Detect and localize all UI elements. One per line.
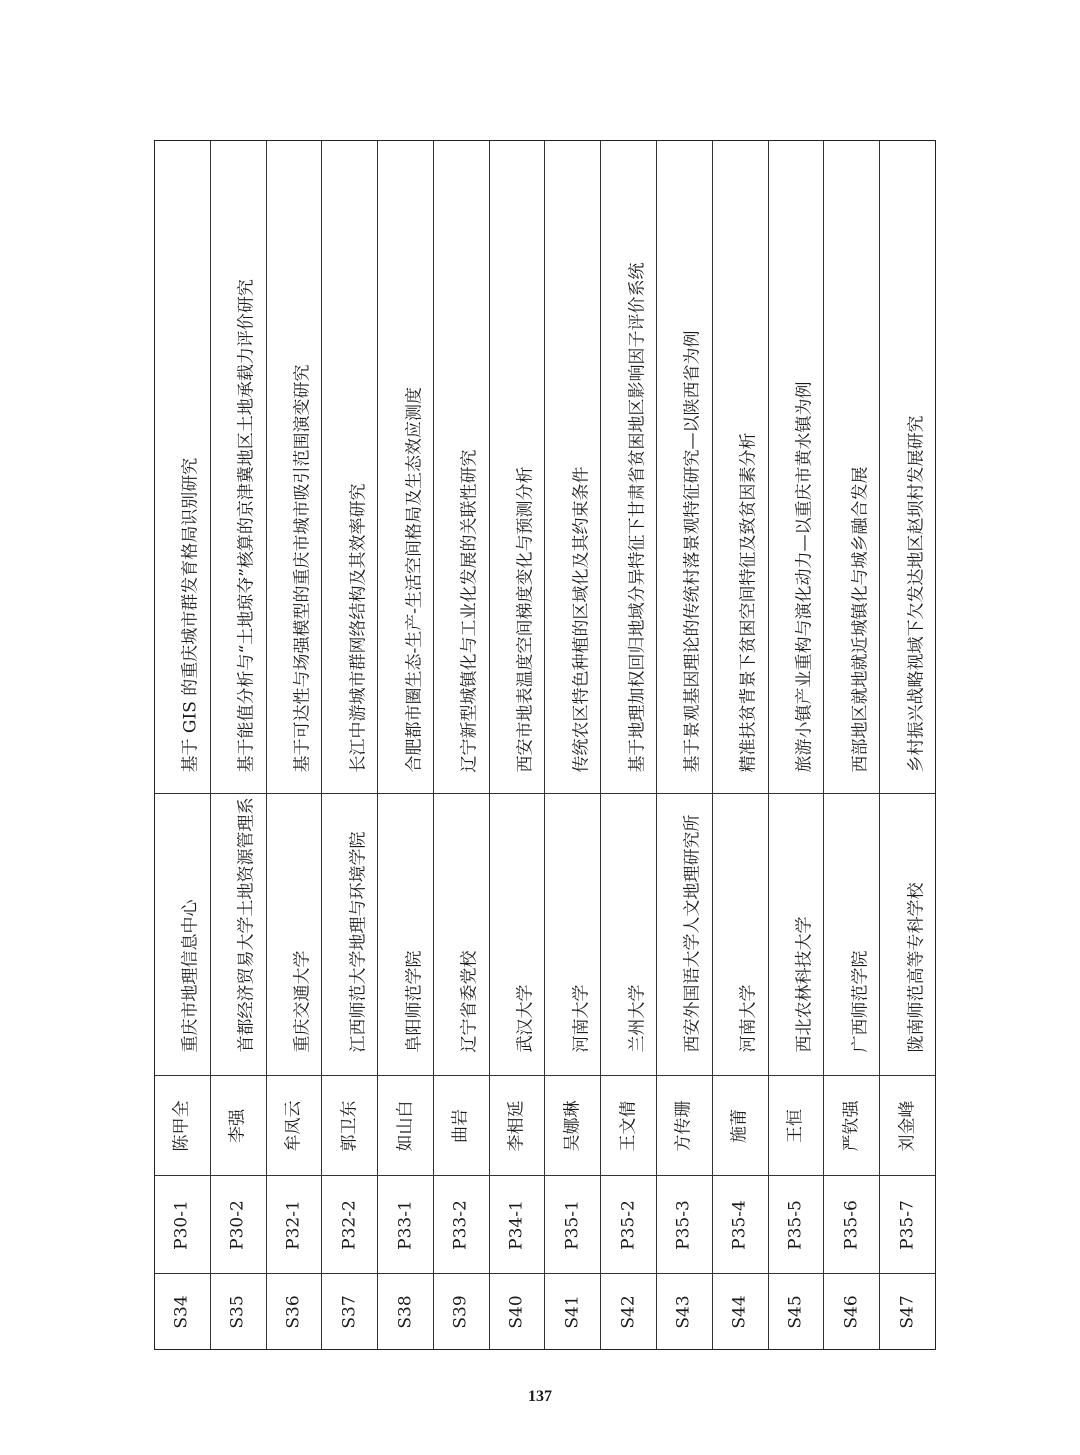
table-row xyxy=(824,141,880,1349)
org-text: 首都经济贸易大学土地资源管理系 xyxy=(236,797,257,1053)
cell-page xyxy=(769,1175,824,1273)
cell-topic xyxy=(211,141,266,795)
table-row xyxy=(322,141,378,1349)
cell-org xyxy=(713,793,768,1075)
topic-text: 西部地区就地就近城镇化与城乡融合发展 xyxy=(850,466,871,773)
id-text: S37 xyxy=(339,1294,360,1329)
id-text: S43 xyxy=(673,1294,694,1329)
topic-text: 精准扶贫背景下贫困空间特征及致贫因素分析 xyxy=(738,432,759,773)
name-text: 牟凤云 xyxy=(283,1100,304,1151)
cell-page xyxy=(657,1175,712,1273)
topic-text: 乡村振兴战略视域下欠发达地区赵坝村发展研究 xyxy=(906,415,927,773)
org-text: 阜阳师范学院 xyxy=(404,950,425,1053)
page-text: P30-2 xyxy=(227,1199,248,1250)
cell-page xyxy=(378,1175,433,1273)
topic-text: 旅游小镇产业重构与演化动力—以重庆市黄水镇为例 xyxy=(794,381,815,773)
topic-text: 基于 GIS 的重庆城市群发育格局识别研究 xyxy=(180,457,201,773)
table-row xyxy=(657,141,713,1349)
cell-id xyxy=(211,1273,266,1349)
cell-id xyxy=(880,1273,935,1349)
name-text: 刘金峰 xyxy=(897,1100,918,1151)
cell-org xyxy=(322,793,377,1075)
cell-topic xyxy=(267,141,322,795)
id-text: S39 xyxy=(450,1294,471,1329)
id-text: S35 xyxy=(227,1294,248,1329)
id-text: S38 xyxy=(395,1294,416,1329)
cell-topic xyxy=(322,141,377,795)
cell-topic xyxy=(657,141,712,795)
cell-org xyxy=(155,793,210,1075)
name-text: 李相延 xyxy=(506,1100,527,1151)
id-text: S36 xyxy=(283,1294,304,1329)
table-row xyxy=(545,141,601,1349)
cell-topic xyxy=(769,141,824,795)
cell-name xyxy=(601,1075,656,1175)
cell-id xyxy=(713,1273,768,1349)
cell-org xyxy=(601,793,656,1075)
org-text: 武汉大学 xyxy=(515,984,536,1053)
table-row xyxy=(769,141,825,1349)
org-text: 西北农林科技大学 xyxy=(794,916,815,1053)
topic-text: 基于景观基因理论的传统村落景观特征研究—以陕西省为例 xyxy=(682,330,703,773)
cell-page xyxy=(211,1175,266,1273)
cell-org xyxy=(545,793,600,1075)
page-text: P33-2 xyxy=(450,1199,471,1250)
cell-topic xyxy=(378,141,433,795)
cell-id xyxy=(378,1273,433,1349)
org-text: 重庆市地理信息中心 xyxy=(180,899,201,1053)
name-text: 方传珊 xyxy=(673,1100,694,1151)
org-text: 江西师范大学地理与环境学院 xyxy=(348,831,369,1053)
name-text: 王文倩 xyxy=(618,1100,639,1151)
topic-text: 辽宁新型城镇化与工业化发展的关联性研究 xyxy=(459,449,480,773)
cell-name xyxy=(155,1075,210,1175)
name-text: 吴娜琳 xyxy=(562,1100,583,1151)
id-text: S42 xyxy=(618,1294,639,1329)
cell-org xyxy=(490,793,545,1075)
cell-topic xyxy=(713,141,768,795)
page-text: P32-2 xyxy=(339,1199,360,1250)
cell-page xyxy=(601,1175,656,1273)
topic-text: 基于可达性与场强模型的重庆市城市吸引范围演变研究 xyxy=(292,364,313,773)
topic-text: 长江中游城市群网络结构及其效率研究 xyxy=(348,483,369,773)
id-text: S44 xyxy=(729,1294,750,1329)
org-text: 西安外国语大学人文地理研究所 xyxy=(682,814,703,1053)
page-text: P35-2 xyxy=(618,1199,639,1250)
cell-topic xyxy=(434,141,489,795)
name-text: 严钦强 xyxy=(841,1100,862,1151)
cell-org xyxy=(657,793,712,1075)
cell-id xyxy=(434,1273,489,1349)
cell-page xyxy=(880,1175,935,1273)
id-text: S34 xyxy=(171,1294,192,1329)
cell-topic xyxy=(155,141,210,795)
cell-page xyxy=(824,1175,879,1273)
cell-name xyxy=(211,1075,266,1175)
id-text: S45 xyxy=(785,1294,806,1329)
cell-name xyxy=(769,1075,824,1175)
cell-page xyxy=(322,1175,377,1273)
org-text: 广西师范学院 xyxy=(850,950,871,1053)
cell-topic xyxy=(490,141,545,795)
cell-org xyxy=(824,793,879,1075)
cell-name xyxy=(713,1075,768,1175)
topic-text: 基于地理加权回归地域分异特征下甘肃省贫困地区影响因子评价系统 xyxy=(627,262,648,773)
table xyxy=(154,140,936,1350)
topic-text: 基于能值分析与“土地琼夺”核算的京津冀地区土地承载力评价研究 xyxy=(236,279,257,773)
page-text: P33-1 xyxy=(395,1199,416,1250)
cell-page xyxy=(545,1175,600,1273)
topic-text: 西安市地表温度空间梯度变化与预测分析 xyxy=(515,466,536,773)
table-row xyxy=(155,141,211,1349)
page-text: P35-7 xyxy=(897,1199,918,1250)
cell-name xyxy=(490,1075,545,1175)
table-row xyxy=(601,141,657,1349)
page-text: P35-6 xyxy=(841,1199,862,1250)
table-row xyxy=(880,141,935,1349)
page-text: P35-5 xyxy=(785,1199,806,1250)
org-text: 辽宁省委党校 xyxy=(459,950,480,1053)
table-row xyxy=(490,141,546,1349)
org-text: 河南大学 xyxy=(571,984,592,1053)
cell-name xyxy=(267,1075,322,1175)
cell-name xyxy=(322,1075,377,1175)
cell-id xyxy=(657,1273,712,1349)
cell-id xyxy=(601,1273,656,1349)
table-row xyxy=(434,141,490,1349)
cell-topic xyxy=(545,141,600,795)
cell-name xyxy=(824,1075,879,1175)
cell-page xyxy=(155,1175,210,1273)
cell-name xyxy=(378,1075,433,1175)
cell-org xyxy=(378,793,433,1075)
cell-page xyxy=(713,1175,768,1273)
org-text: 重庆交通大学 xyxy=(292,950,313,1053)
cell-id xyxy=(155,1273,210,1349)
table-row xyxy=(378,141,434,1349)
table-row xyxy=(211,141,267,1349)
cell-id xyxy=(322,1273,377,1349)
cell-org xyxy=(211,793,266,1075)
cell-page xyxy=(434,1175,489,1273)
org-text: 兰州大学 xyxy=(627,984,648,1053)
name-text: 施莆 xyxy=(729,1108,750,1143)
cell-id xyxy=(267,1273,322,1349)
id-text: S41 xyxy=(562,1294,583,1329)
cell-org xyxy=(769,793,824,1075)
name-text: 如山白 xyxy=(395,1100,416,1151)
table-row xyxy=(267,141,323,1349)
topic-text: 合肥都市圈生态-生产-生活空间格局及生态效应测度 xyxy=(404,387,425,773)
cell-page xyxy=(267,1175,322,1273)
cell-org xyxy=(880,793,935,1075)
cell-id xyxy=(824,1273,879,1349)
name-text: 李强 xyxy=(227,1108,248,1143)
cell-name xyxy=(434,1075,489,1175)
name-text: 王恒 xyxy=(785,1108,806,1143)
page-number: 137 xyxy=(528,1388,552,1405)
cell-id xyxy=(490,1273,545,1349)
page-text: P35-4 xyxy=(729,1199,750,1250)
page-text: P34-1 xyxy=(506,1199,527,1250)
cell-name xyxy=(880,1075,935,1175)
cell-org xyxy=(267,793,322,1075)
page-text: P30-1 xyxy=(171,1199,192,1250)
name-text: 陈甲全 xyxy=(171,1100,192,1151)
name-text: 曲岩 xyxy=(450,1108,471,1143)
org-text: 河南大学 xyxy=(738,984,759,1053)
id-text: S47 xyxy=(897,1294,918,1329)
table-row xyxy=(713,141,769,1349)
cell-page xyxy=(490,1175,545,1273)
id-text: S40 xyxy=(506,1294,527,1329)
org-text: 陇南师范高等专科学校 xyxy=(906,882,927,1053)
cell-topic xyxy=(824,141,879,795)
page-text: P35-3 xyxy=(673,1199,694,1250)
cell-id xyxy=(545,1273,600,1349)
page-text: P32-1 xyxy=(283,1199,304,1250)
cell-id xyxy=(769,1273,824,1349)
cell-topic xyxy=(880,141,935,795)
page-text: P35-1 xyxy=(562,1199,583,1250)
cell-name xyxy=(545,1075,600,1175)
cell-org xyxy=(434,793,489,1075)
cell-name xyxy=(657,1075,712,1175)
cell-topic xyxy=(601,141,656,795)
name-text: 郭卫东 xyxy=(339,1100,360,1151)
id-text: S46 xyxy=(841,1294,862,1329)
topic-text: 传统农区特色种植的区域化及其约束条件 xyxy=(571,466,592,773)
